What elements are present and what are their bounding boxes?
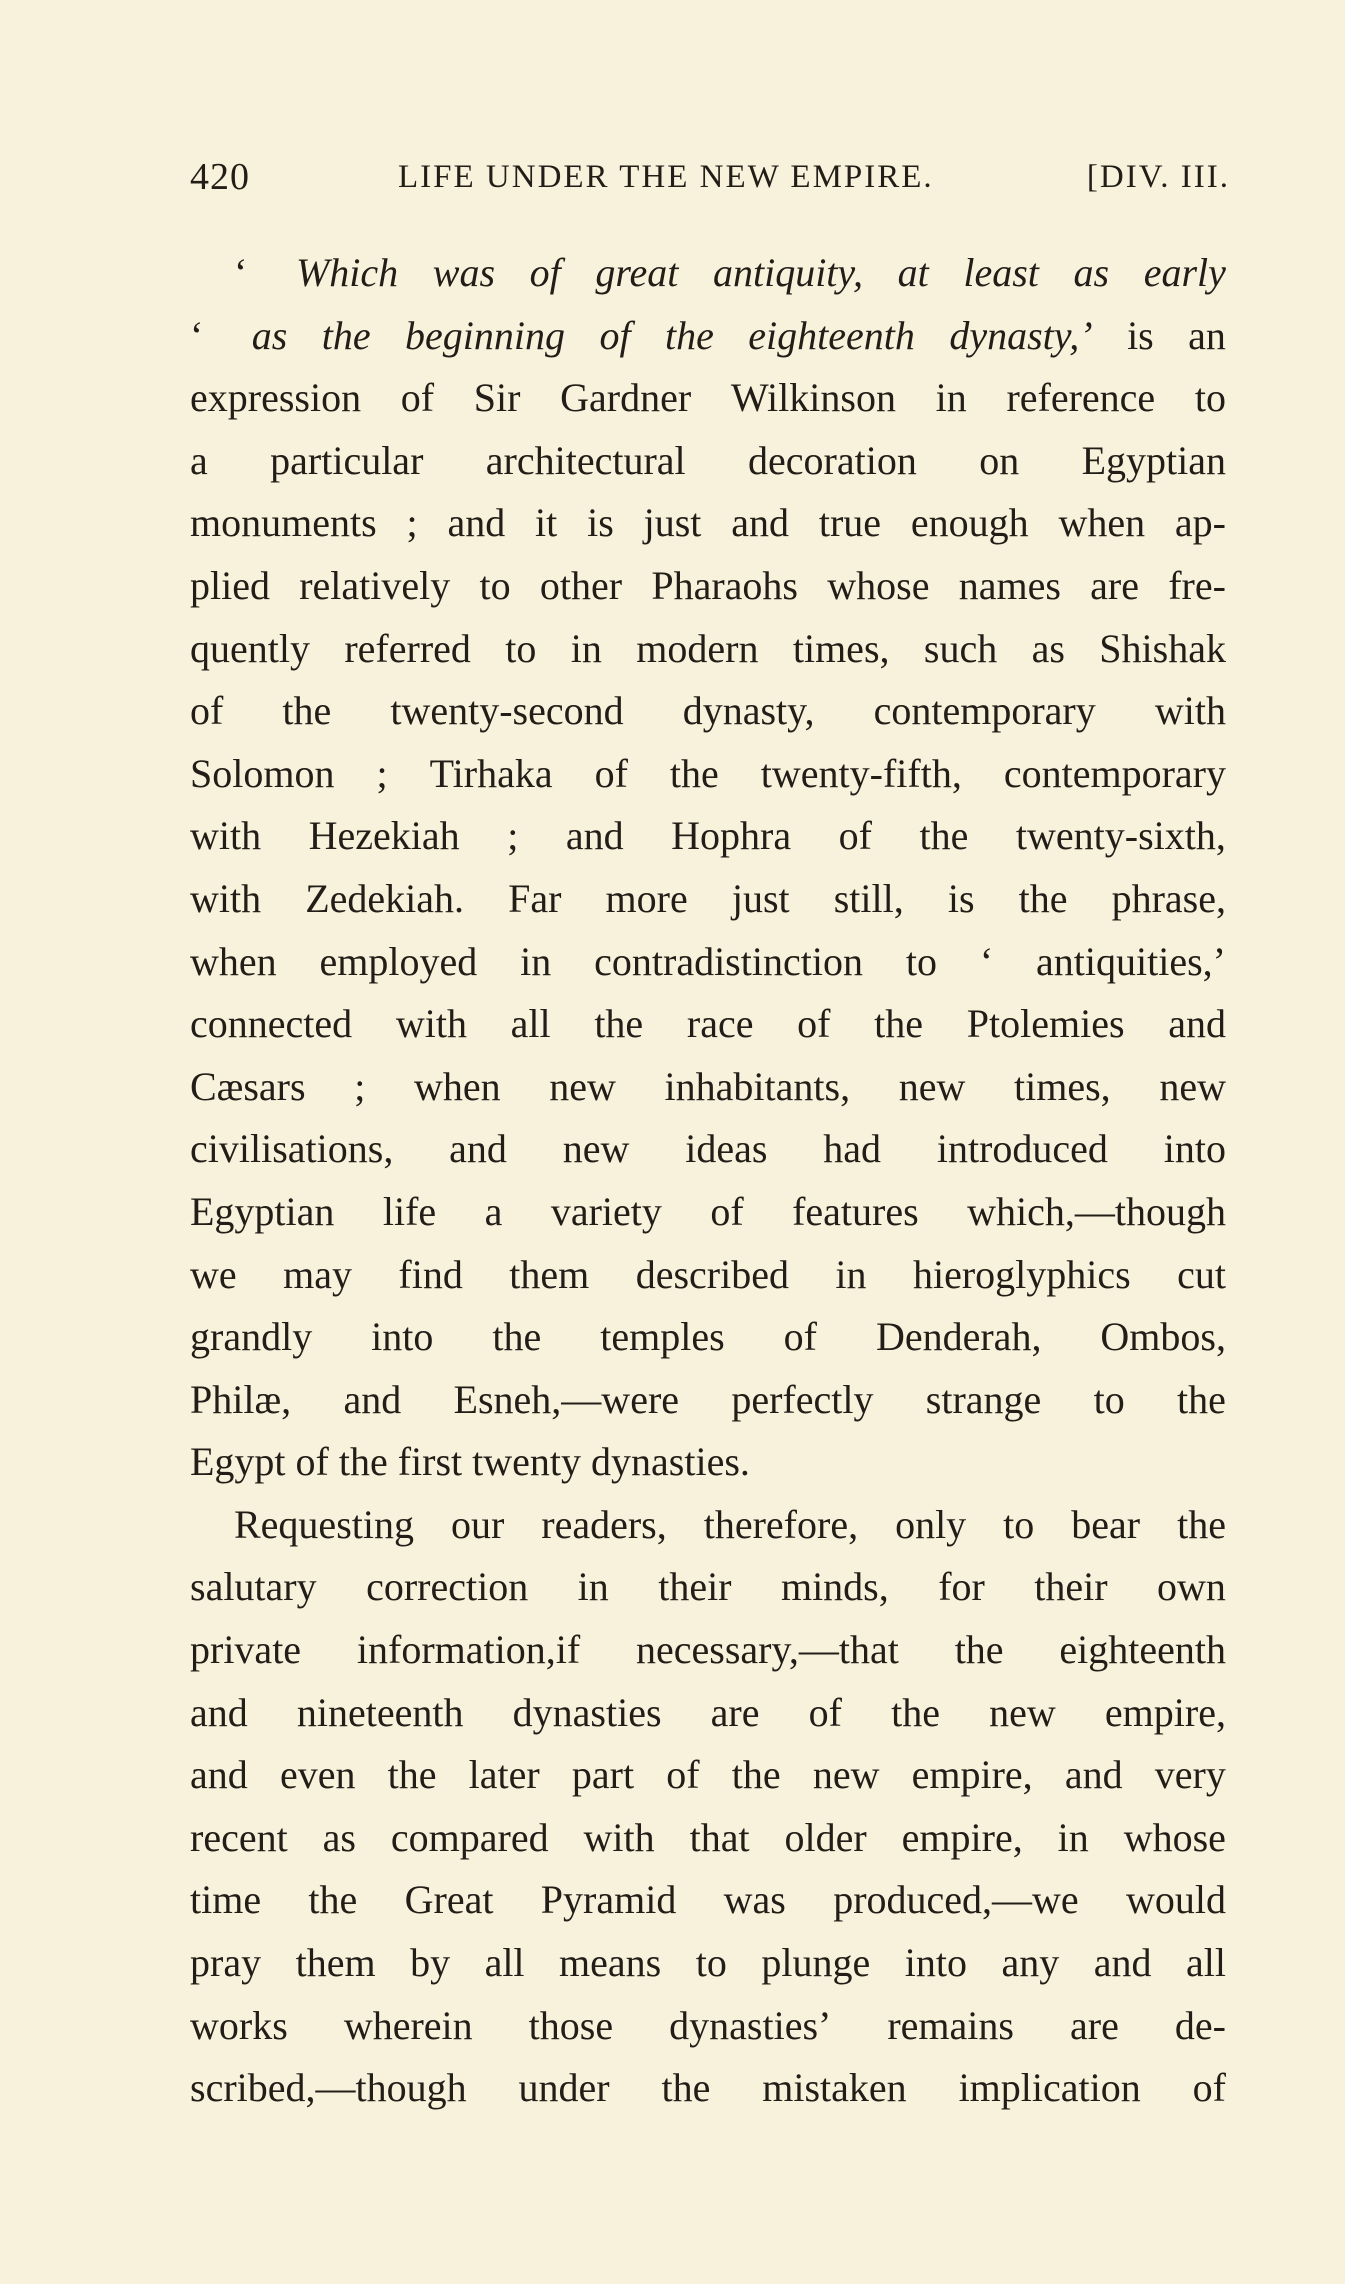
word: variety (550, 1188, 662, 1234)
word: and (343, 1376, 402, 1422)
word: fre- (1168, 562, 1226, 608)
word: nineteenth (296, 1689, 464, 1735)
word: the (661, 2065, 711, 2111)
word: of (400, 375, 435, 421)
word: phrase, (1111, 875, 1226, 921)
word: our (450, 1501, 505, 1547)
word: the (665, 312, 714, 358)
word: more (605, 875, 688, 921)
word: a (190, 437, 208, 483)
word: inhabitants, (664, 1063, 851, 1109)
word: relatively (299, 562, 451, 608)
text-line (190, 1807, 1226, 1870)
word: later (468, 1752, 540, 1798)
word: de- (1174, 2002, 1226, 2048)
word: Ombos, (1100, 1314, 1226, 1360)
body-text (190, 242, 1226, 2120)
word: such (923, 625, 998, 671)
word: in (570, 625, 602, 671)
text-line (190, 1181, 1226, 1244)
word: antiquity, (712, 250, 863, 295)
word: is (947, 875, 975, 921)
text-line (190, 242, 1226, 305)
text-line (190, 1556, 1226, 1619)
word: of (783, 1314, 817, 1360)
word: it (535, 500, 558, 546)
word: when (190, 938, 277, 984)
word: find (398, 1251, 463, 1297)
text-line (190, 1369, 1226, 1432)
word: compared (390, 1814, 549, 1860)
word: only (895, 1501, 967, 1547)
word: Ptolemies (966, 1001, 1125, 1047)
word: Cæsars (190, 1063, 306, 1109)
word: connected (190, 1001, 353, 1047)
word: and (565, 813, 624, 859)
word: in (835, 1251, 867, 1297)
word: just (643, 500, 702, 546)
word: with (583, 1814, 655, 1860)
text-line (190, 367, 1226, 430)
word: Pharaohs (651, 562, 798, 608)
text-line (190, 2057, 1226, 2120)
word: of (666, 1752, 700, 1798)
word: the (669, 750, 719, 796)
word: to (905, 938, 937, 984)
word: salutary (190, 1564, 317, 1610)
word: modern (636, 625, 759, 671)
word: may (283, 1251, 352, 1297)
word: private (190, 1627, 302, 1673)
word: twenty-sixth, (1015, 813, 1226, 859)
word: of (710, 1188, 744, 1234)
word: contemporary (1003, 750, 1226, 796)
word: to (505, 625, 537, 671)
text-line (190, 1431, 1226, 1494)
word: contemporary (873, 688, 1096, 734)
word: whose (827, 562, 930, 608)
word: Hophra (671, 813, 792, 859)
word: as (1073, 250, 1110, 295)
word: older (784, 1814, 867, 1860)
word: other (539, 562, 623, 608)
word: their (1034, 1564, 1108, 1610)
word: whose (1123, 1814, 1226, 1860)
word: Sir (473, 375, 521, 421)
word: with (395, 1001, 467, 1047)
text-line (190, 555, 1226, 618)
word: as (1031, 625, 1065, 671)
word: still, (833, 875, 904, 921)
division-label: [DIV. III. (1086, 159, 1230, 195)
word: all (510, 1001, 551, 1047)
word: new (1159, 1063, 1226, 1109)
word: Solomon (190, 750, 335, 796)
word: mistaken (762, 2065, 907, 2111)
word: as (322, 1814, 356, 1860)
word: early (1143, 250, 1226, 295)
word: of (838, 813, 872, 859)
word: and (1168, 1001, 1226, 1047)
word: plied (190, 562, 270, 608)
word: time (190, 1877, 262, 1923)
word: ; (376, 750, 388, 796)
word: Denderah, (875, 1314, 1042, 1360)
word: contradistinction (594, 938, 863, 984)
word: Philæ, (190, 1376, 292, 1422)
text-line (190, 1619, 1226, 1682)
word: the (308, 1877, 358, 1923)
word: ; (354, 1063, 366, 1109)
word: all (484, 1940, 525, 1986)
word: would (1126, 1877, 1226, 1923)
word: Esneh,—were (453, 1376, 680, 1422)
word: works (190, 2002, 288, 2048)
text-line (190, 1682, 1226, 1745)
word: great (595, 250, 679, 295)
word: remains (887, 2002, 1014, 2048)
word: beginning (405, 312, 566, 358)
word: life (382, 1188, 437, 1234)
word: Egyptian (1081, 437, 1226, 483)
word: particular (270, 437, 424, 483)
word: was (723, 1877, 786, 1923)
word: into (371, 1314, 434, 1360)
word: features (792, 1188, 919, 1234)
word: the (1177, 1501, 1226, 1547)
text-line (190, 1244, 1226, 1307)
word: was (432, 250, 496, 295)
text-line (190, 1932, 1226, 1995)
word: in (1057, 1814, 1089, 1860)
word: empire, (1104, 1689, 1226, 1735)
text-line (190, 1494, 1226, 1557)
word: just (731, 875, 790, 921)
word: those (528, 2002, 614, 2048)
word: are (1070, 2002, 1119, 2048)
word: employed (319, 938, 478, 984)
word: temples (600, 1314, 725, 1360)
text-line (190, 993, 1226, 1056)
word: least (963, 250, 1039, 295)
word: ap- (1174, 500, 1226, 546)
word: of (190, 688, 224, 734)
word: of (599, 312, 631, 358)
word: plunge (761, 1940, 871, 1986)
word: Far (508, 875, 562, 921)
word: times, (1014, 1063, 1111, 1109)
word: dynasty, (682, 688, 815, 734)
running-title: LIFE UNDER THE NEW EMPIRE. (398, 159, 934, 195)
word: an (1188, 312, 1226, 358)
word: true (818, 500, 882, 546)
word: eighteenth (748, 312, 915, 358)
word: dynasties’ (669, 2002, 832, 2048)
word: Which (295, 250, 399, 295)
word: when (1058, 500, 1146, 546)
word: expression (190, 375, 362, 421)
word: implication (958, 2065, 1141, 2111)
word: to (479, 562, 511, 608)
running-header (190, 152, 1230, 202)
text-line (190, 305, 1226, 368)
text-line (190, 1118, 1226, 1181)
word: to (695, 1940, 727, 1986)
word: twenty-second (390, 688, 624, 734)
word: a (484, 1188, 503, 1234)
opening-quote: ‘ (234, 250, 248, 295)
word: times, (792, 625, 890, 671)
text-line (190, 430, 1226, 493)
word: dynasties (512, 1689, 662, 1735)
word: Wilkinson (730, 375, 896, 421)
word: into (904, 1940, 967, 1986)
word: Requesting (234, 1501, 414, 1547)
word: when (413, 1063, 501, 1109)
text-line (190, 1995, 1226, 2058)
word: Egyptian (190, 1188, 335, 1234)
word: enough (910, 500, 1029, 546)
word: ; (507, 813, 519, 859)
word: bear (1071, 1501, 1141, 1547)
word: very (1154, 1752, 1226, 1798)
word: eighteenth (1059, 1627, 1226, 1673)
word: empire, (911, 1752, 1033, 1798)
word: the (282, 688, 332, 734)
word: the (919, 813, 969, 859)
word: grandly (190, 1314, 313, 1360)
text-line (190, 868, 1226, 931)
word: own (1157, 1564, 1226, 1610)
word: described (635, 1251, 789, 1297)
word: referred (344, 625, 471, 671)
text-line (190, 1869, 1226, 1932)
word: new (989, 1689, 1056, 1735)
word: to (1003, 1501, 1035, 1547)
paragraph-ending: Egypt of the first twenty dynasties. (190, 1439, 750, 1485)
word: ‘ (979, 938, 994, 984)
word: ideas (685, 1126, 768, 1172)
word: which,—though (967, 1188, 1226, 1234)
word: minds, (780, 1564, 889, 1610)
word: perfectly (731, 1376, 874, 1422)
word: that (689, 1814, 750, 1860)
text-line (190, 618, 1226, 681)
word: as (251, 312, 288, 358)
word: twenty-fifth, (760, 750, 962, 796)
word: and (449, 1126, 507, 1172)
word: recent (190, 1814, 288, 1860)
word: of (797, 1001, 831, 1047)
word: decoration (748, 437, 917, 483)
text-line (190, 805, 1226, 868)
text-line (190, 1306, 1226, 1369)
word: even (279, 1752, 356, 1798)
word: readers, (541, 1501, 667, 1547)
word: Great (404, 1877, 494, 1923)
word: produced,—we (833, 1877, 1079, 1923)
word: the (492, 1314, 542, 1360)
word: new (549, 1063, 616, 1109)
word: had (823, 1126, 881, 1172)
word: of (808, 1689, 842, 1735)
word: to (1194, 375, 1226, 421)
word: by (410, 1940, 451, 1986)
word: information,if (356, 1627, 581, 1673)
word: strange (925, 1376, 1042, 1422)
word: architectural (485, 437, 686, 483)
word: Gardner (560, 375, 692, 421)
text-line (190, 492, 1226, 555)
word: any (1001, 1940, 1060, 1986)
word: are (1090, 562, 1139, 608)
word: and (190, 1689, 248, 1735)
word: of (1192, 2065, 1226, 2111)
word: the (1018, 875, 1068, 921)
word: the (954, 1627, 1004, 1673)
word: empire, (901, 1814, 1023, 1860)
word: them (295, 1940, 376, 1986)
word: into (1163, 1126, 1226, 1172)
word: Zedekiah. (305, 875, 465, 921)
word: therefore, (703, 1501, 859, 1547)
word: quently (190, 625, 310, 671)
word: the (321, 312, 371, 358)
word: and (1064, 1752, 1123, 1798)
word: are (710, 1689, 760, 1735)
word: scribed,—though (190, 2065, 467, 2111)
word: the (891, 1689, 940, 1735)
word: part (571, 1752, 635, 1798)
text-line (190, 1056, 1226, 1119)
word: new (562, 1126, 630, 1172)
word: we (190, 1251, 237, 1297)
word: at (897, 250, 929, 295)
word: monuments (190, 500, 377, 546)
word: to (1093, 1376, 1125, 1422)
word: Shishak (1099, 625, 1226, 671)
word: the (874, 1001, 924, 1047)
word: the (387, 1752, 437, 1798)
word: is (1127, 312, 1154, 358)
word: necessary,—that (636, 1627, 899, 1673)
text-line (190, 1744, 1226, 1807)
word: dynasty,’ (949, 312, 1093, 358)
word: of (594, 750, 628, 796)
word: the (731, 1752, 781, 1798)
word: means (559, 1940, 662, 1986)
word: with (190, 875, 262, 921)
word: and (1093, 1940, 1152, 1986)
word: on (979, 437, 1020, 483)
opening-quote: ‘ (190, 312, 204, 358)
word: is (587, 500, 614, 546)
word: of (529, 250, 561, 295)
word: names (958, 562, 1061, 608)
word: wherein (343, 2002, 473, 2048)
word: in (577, 1564, 609, 1610)
word: Hezekiah (308, 813, 460, 859)
word: all (1186, 1940, 1226, 1986)
word: ; (406, 500, 418, 546)
word: and (190, 1752, 248, 1798)
word: antiquities,’ (1036, 938, 1226, 984)
word: introduced (936, 1126, 1108, 1172)
word: them (509, 1251, 590, 1297)
word: Tirhaka (429, 750, 553, 796)
word: with (1154, 688, 1226, 734)
word: cut (1177, 1251, 1226, 1297)
word: the (594, 1001, 644, 1047)
word: in (520, 938, 552, 984)
text-line (190, 680, 1226, 743)
word: race (686, 1001, 754, 1047)
word: civilisations, (190, 1126, 394, 1172)
word: and (731, 500, 790, 546)
word: reference (1006, 375, 1156, 421)
text-line (190, 743, 1226, 806)
word: new (898, 1063, 966, 1109)
word: in (935, 375, 967, 421)
word: the (1177, 1376, 1226, 1422)
word: hieroglyphics (912, 1251, 1131, 1297)
word: correction (366, 1564, 529, 1610)
word: Pyramid (540, 1877, 677, 1923)
word: and (447, 500, 506, 546)
text-line (190, 931, 1226, 994)
word: new (812, 1752, 880, 1798)
word: pray (190, 1940, 262, 1986)
page-number: 420 (190, 156, 250, 198)
word: under (518, 2065, 610, 2111)
word: for (938, 1564, 985, 1610)
word: with (190, 813, 262, 859)
word: their (658, 1564, 732, 1610)
